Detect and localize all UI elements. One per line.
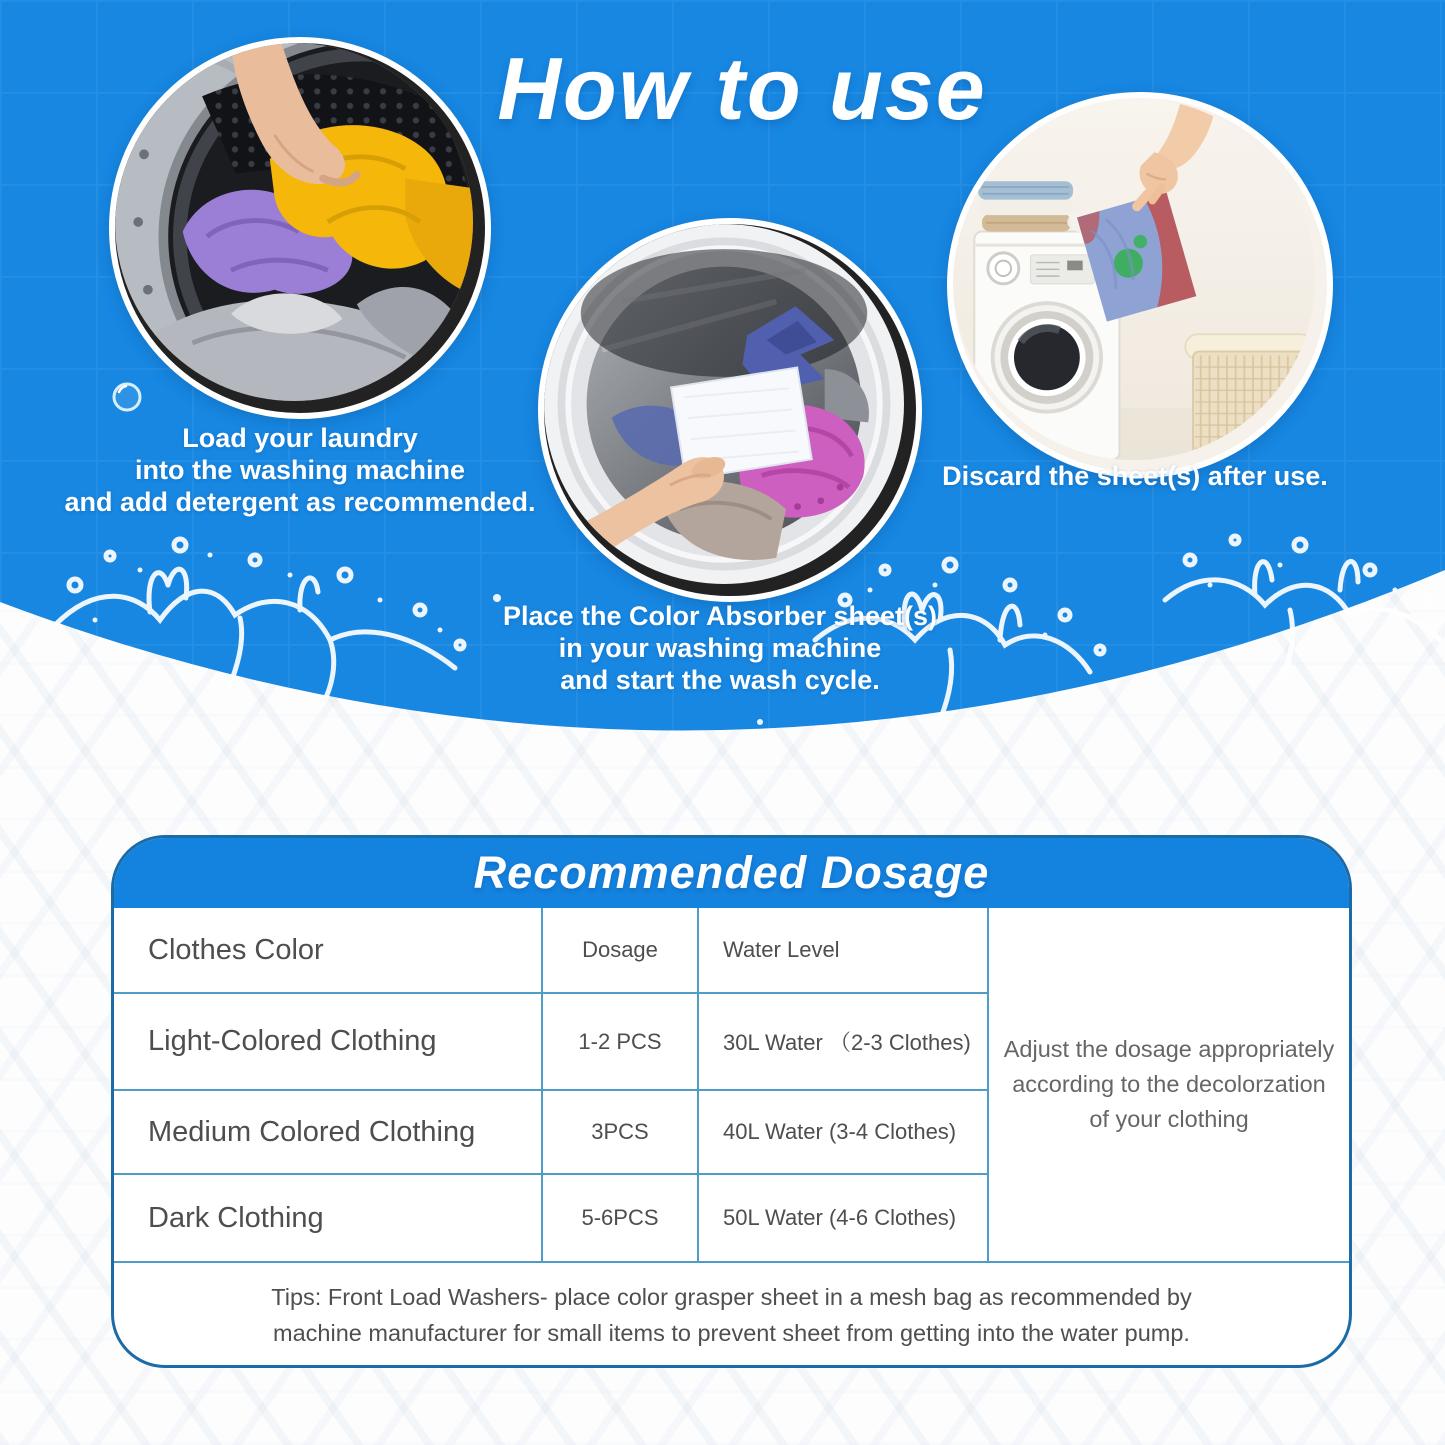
row-dark-clothes: Dark Clothing <box>114 1173 543 1261</box>
dosage-card <box>111 835 1352 1368</box>
step3-caption <box>905 460 1365 492</box>
dosage-table <box>114 908 1349 1261</box>
dosage-table-title: Recommended Dosage <box>114 838 1349 908</box>
dosage-tips-line: machine manufacturer for small items to prevent sheet from getting into the water pump. <box>273 1320 1190 1346</box>
photo-place-sheet <box>538 218 922 602</box>
row-medium-clothes: Medium Colored Clothing <box>114 1089 543 1173</box>
row-medium-dosage: 3PCS <box>543 1089 699 1173</box>
step1-caption-line: and add detergent as recommended. <box>64 487 536 517</box>
dosage-note <box>989 908 1349 1261</box>
dosage-tips-line: Tips: Front Load Washers- place color grasper sheet in a mesh bag as recommended by <box>271 1284 1192 1310</box>
step3-caption-line: Discard the sheet(s) after use. <box>942 461 1328 491</box>
dosage-note-line: Adjust the dosage appropriately <box>1003 1036 1335 1062</box>
step2-caption-line: in your washing machine <box>558 633 882 663</box>
row-light-water: 30L Water （2-3 Clothes) <box>699 992 989 1089</box>
dosage-note-line: of your clothing <box>1089 1106 1249 1132</box>
bubble-decoration <box>114 384 140 410</box>
dosage-note-line: according to the decolorzation <box>1012 1071 1326 1097</box>
dosage-tips <box>114 1261 1349 1367</box>
step1-caption-line: Load your laundry <box>182 423 418 453</box>
step2-caption-line: Place the Color Absorber sheet(s) <box>502 601 938 631</box>
col-header-clothes-color: Clothes Color <box>114 908 543 992</box>
step2-caption <box>440 600 1000 696</box>
row-light-dosage: 1-2 PCS <box>543 992 699 1089</box>
row-dark-water: 50L Water (4-6 Clothes) <box>699 1173 989 1261</box>
row-medium-water: 40L Water (3-4 Clothes) <box>699 1089 989 1173</box>
col-header-dosage: Dosage <box>543 908 699 992</box>
photo-load-laundry <box>109 37 491 419</box>
row-dark-dosage: 5-6PCS <box>543 1173 699 1261</box>
page-title: How to use <box>497 39 987 138</box>
step1-caption-line: into the washing machine <box>134 455 466 485</box>
step1-caption <box>20 422 580 518</box>
col-header-water-level: Water Level <box>699 908 989 992</box>
step2-caption-line: and start the wash cycle. <box>560 665 880 695</box>
photo-discard-sheet <box>947 92 1333 478</box>
row-light-clothes: Light-Colored Clothing <box>114 992 543 1089</box>
